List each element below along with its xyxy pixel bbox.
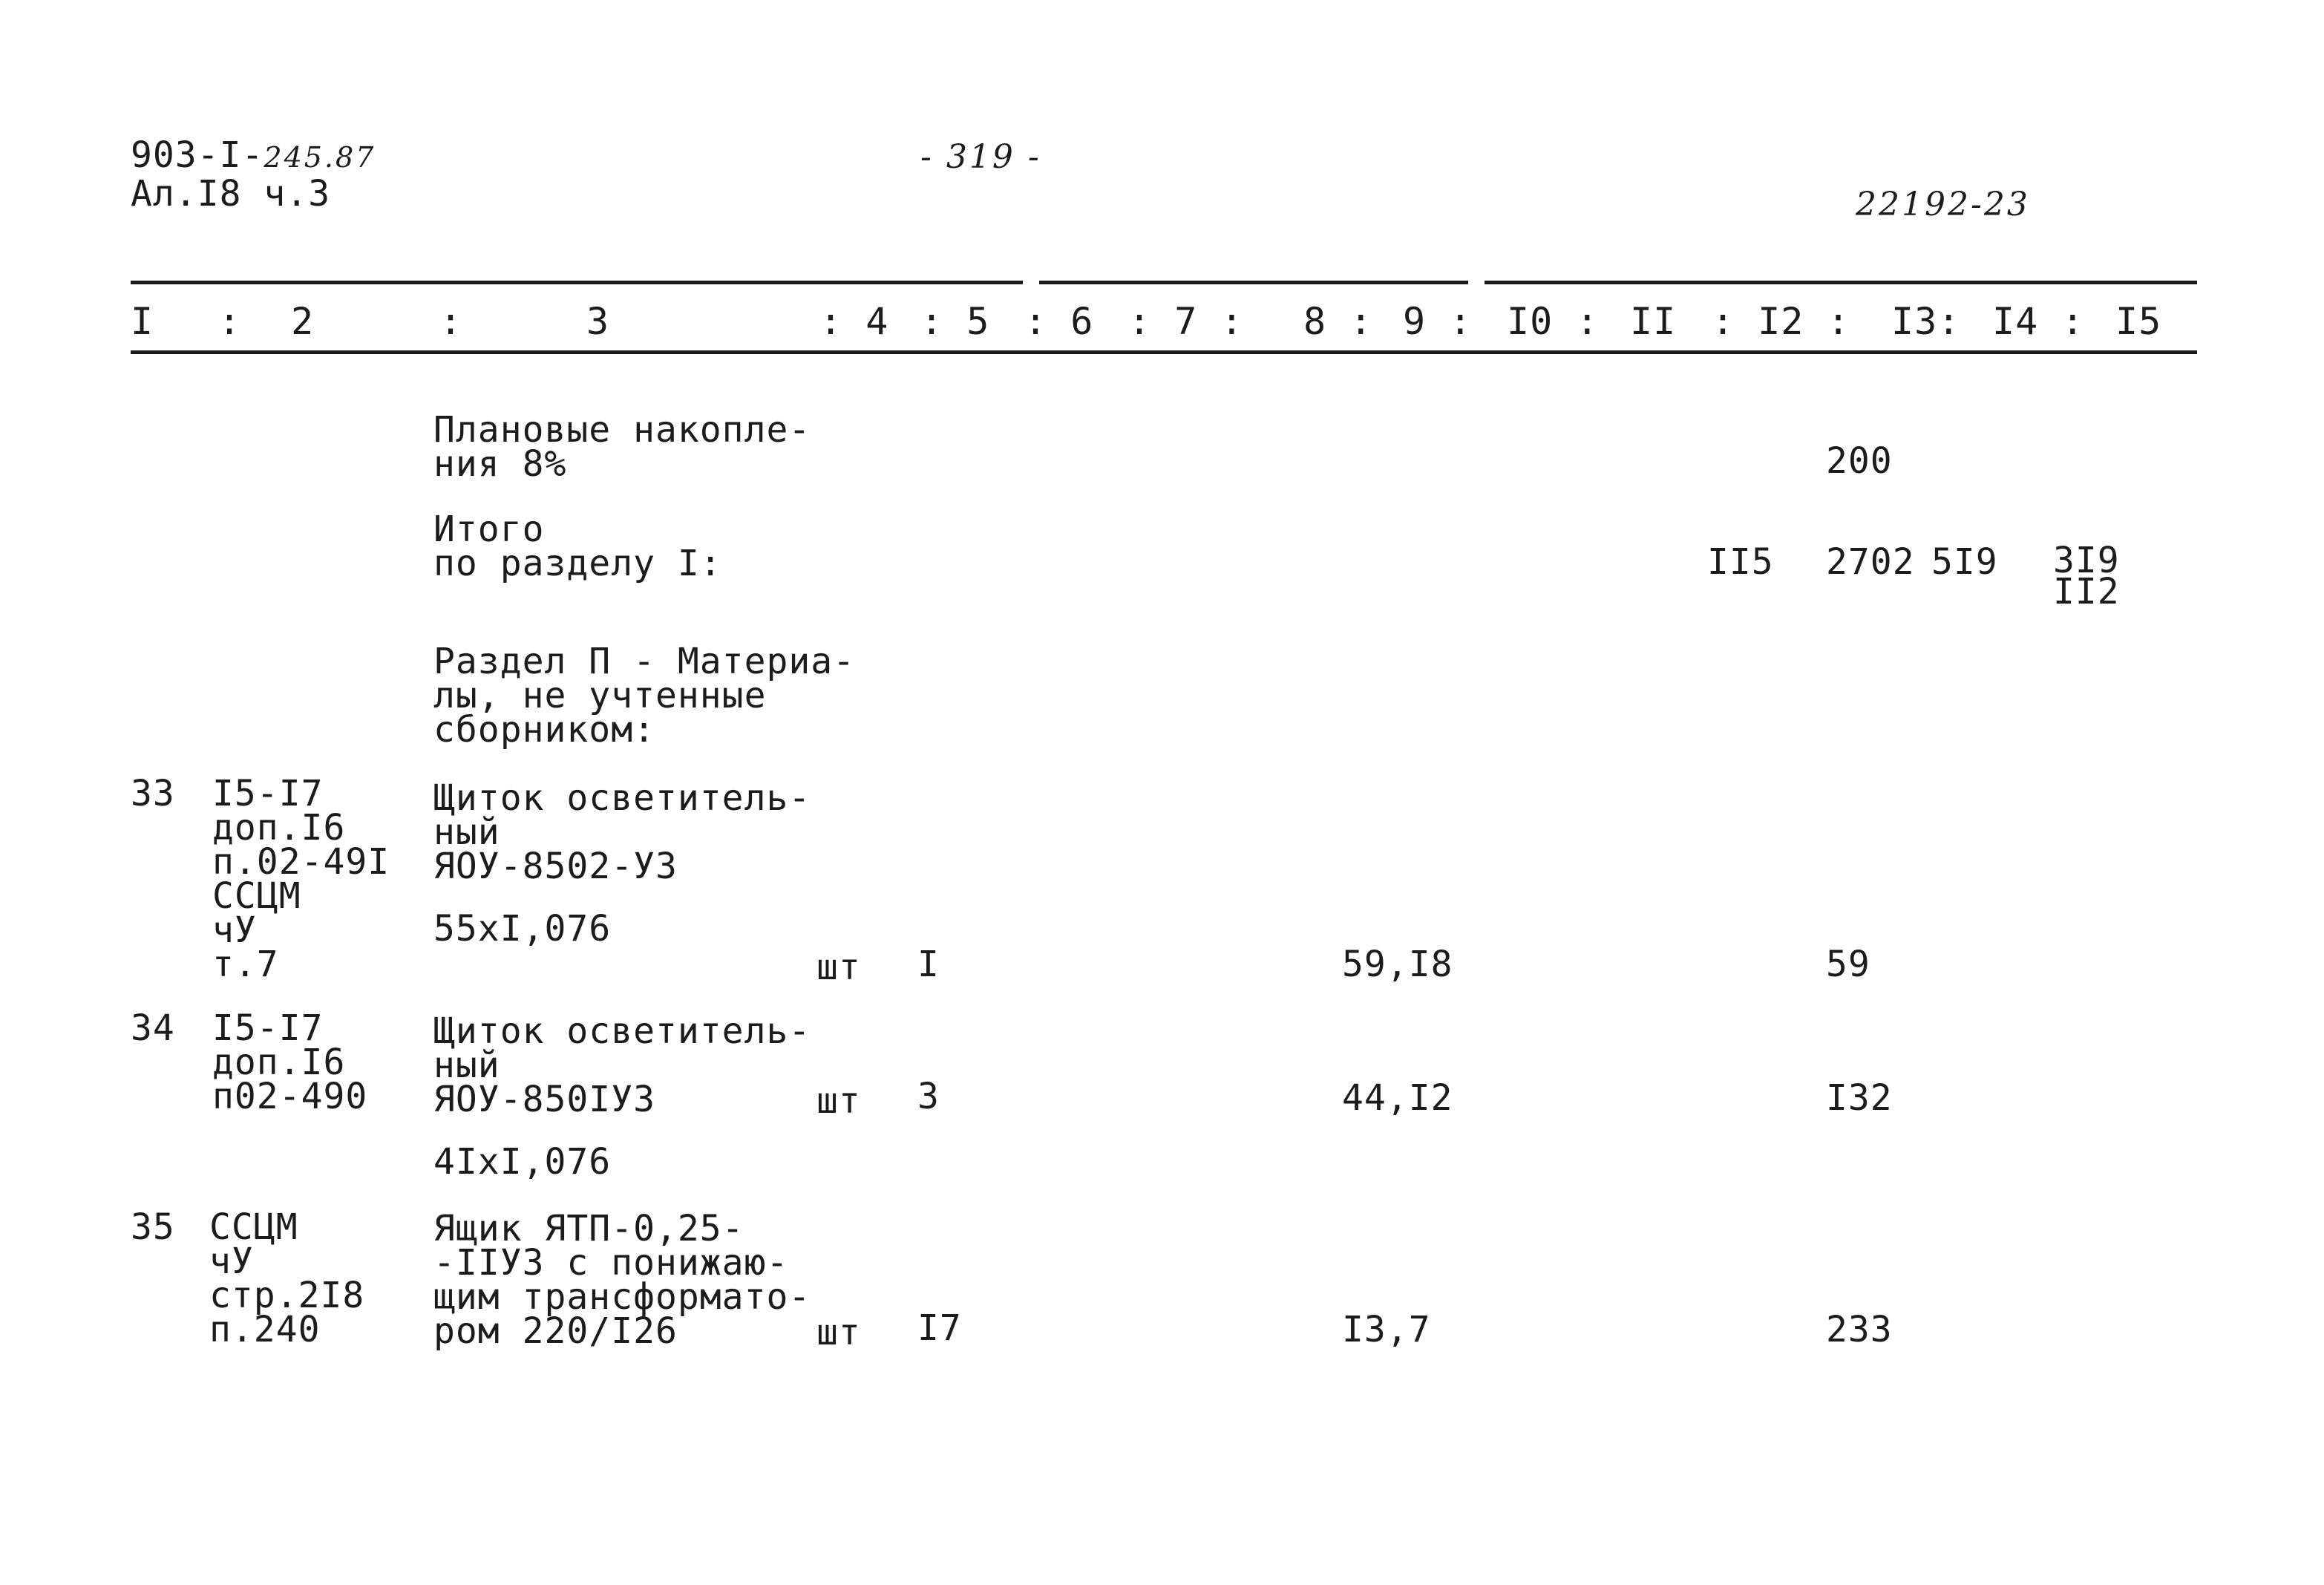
planned-accumulation-total: 200 xyxy=(1826,440,1893,482)
col-header-5: : 5 xyxy=(920,300,990,343)
page-number: - 319 - xyxy=(920,138,1041,176)
header-top-rule-1 xyxy=(131,281,1023,284)
col-header-sep: : xyxy=(218,300,242,343)
row-quantity: 3 xyxy=(917,1076,940,1117)
row-total: 233 xyxy=(1826,1309,1893,1350)
col-header-4: : 4 xyxy=(819,300,889,343)
album-label: Ал.I8 ч.3 xyxy=(131,173,331,215)
col-header-11: II xyxy=(1630,300,1677,343)
header-bottom-rule xyxy=(131,350,2197,354)
section1-total-c15: 3I9 II2 xyxy=(2053,540,2120,612)
row-reference: I5-I7 доп.I6 п.02-49I ССЦМ чУ т.7 xyxy=(212,773,390,985)
col-header-13: I3: xyxy=(1891,300,1961,343)
col-header-8: 8 : xyxy=(1303,300,1373,343)
document-stamp: 22192-23 xyxy=(1856,186,2030,223)
document-code xyxy=(131,134,376,176)
row-quantity: I xyxy=(917,944,940,985)
col-header-6: : 6 xyxy=(1024,300,1094,343)
section1-total-label: Итого по разделу I: xyxy=(433,509,722,584)
row-number: 34 xyxy=(131,1007,175,1049)
header-top-rule-2 xyxy=(1039,281,1468,284)
col-header-2: 2 xyxy=(291,300,315,343)
col-header-3: 3 xyxy=(586,300,610,343)
col-header-sep: : xyxy=(439,300,463,343)
row-unit: шт xyxy=(816,1080,861,1122)
col-header-9: 9 : xyxy=(1403,300,1473,343)
row-reference: I5-I7 доп.I6 п02-490 xyxy=(212,1007,368,1117)
row-unit-price: 44,I2 xyxy=(1342,1077,1453,1119)
row-unit: шт xyxy=(816,1312,861,1353)
row-item-name: Щиток осветитель- ный ЯОУ-8502-УЗ xyxy=(433,777,811,887)
row-unit-price: I3,7 xyxy=(1342,1309,1431,1350)
section2-heading: Раздел П - Материа- лы, не учтенные сборником: xyxy=(433,641,856,751)
row-number: 33 xyxy=(131,773,175,814)
col-header-10: I0 : xyxy=(1507,300,1600,343)
header-top-rule-3 xyxy=(1485,281,2197,284)
row-unit-price: 59,I8 xyxy=(1342,944,1453,985)
row-unit: шт xyxy=(816,947,861,988)
row-total: I32 xyxy=(1826,1077,1893,1119)
col-header-14: I4 : xyxy=(1992,300,2085,343)
row-item-name: Щиток осветитель- ный ЯОУ-850IУЗ xyxy=(433,1010,811,1120)
document-code-printed: 903-I- xyxy=(131,134,264,176)
col-header-12: : I2 : xyxy=(1712,300,1850,343)
row-total: 59 xyxy=(1826,944,1870,985)
planned-accumulation-label: Плановые накопле- ния 8% xyxy=(433,409,811,485)
col-header-1: I xyxy=(131,300,154,343)
row-quantity: I7 xyxy=(917,1307,962,1349)
document-code-handwritten: 245.87 xyxy=(264,141,376,174)
row-formula: 55xI,076 xyxy=(433,908,612,950)
section1-total-c13: 2702 xyxy=(1826,541,1915,583)
row-formula: 4IxI,076 xyxy=(433,1141,612,1183)
row-item-name: Ящик ЯТП-0,25- -IIУЗ с понижаю- щим трансформато- ром 220/I26 xyxy=(433,1208,811,1352)
col-header-15: I5 xyxy=(2115,300,2162,343)
col-header-7: : 7 : xyxy=(1128,300,1244,343)
section1-total-c14: 5I9 xyxy=(1931,541,1998,583)
section1-total-c12: II5 xyxy=(1707,541,1774,583)
row-number: 35 xyxy=(131,1206,175,1248)
row-reference: ССЦМ чУ стр.2I8 п.240 xyxy=(209,1206,365,1350)
